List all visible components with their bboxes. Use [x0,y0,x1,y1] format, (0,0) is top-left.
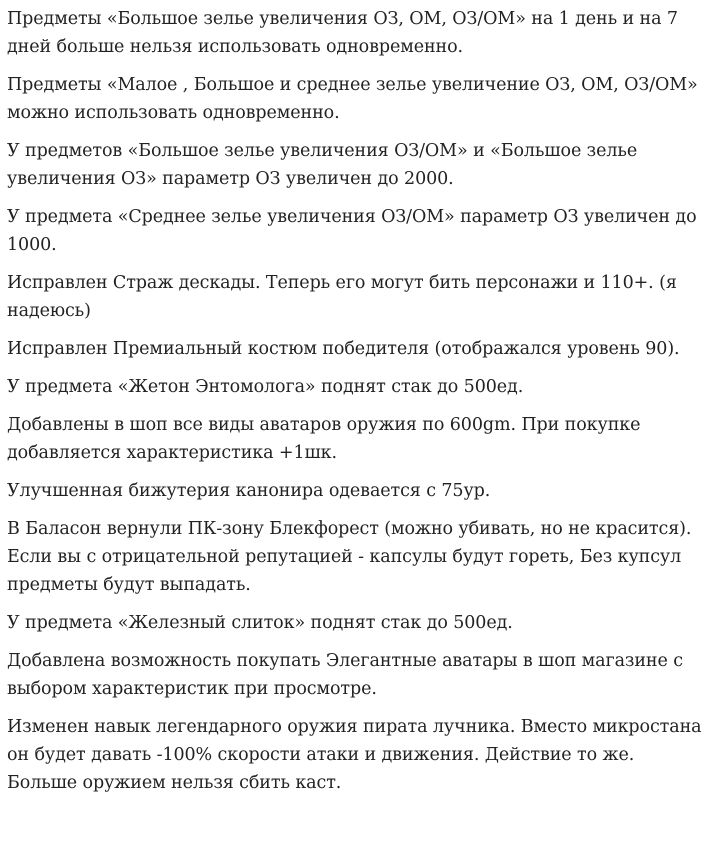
paragraph-iron-ingot: У предмета «Железный слиток» поднят стак до 500ед. [7,613,513,633]
paragraph-hp-2000: У предметов «Большое зелье увеличения ОЗ/ОМ» и «Большое зелье увеличения ОЗ» параметр ОЗ увеличен до 2000. [7,141,638,189]
paragraph-token-stack: У предмета «Жетон Энтомолога» поднят стак до 500ед. [7,377,524,397]
paragraph-pk-zone: В Баласон вернули ПК-зону Блекфорест (можно убивать, но не красится). Если вы с отрицательной репутацией - капсулы будут гореть, Без купсул предметы будут выпадать. [7,519,692,595]
paragraph-costume-fix: Исправлен Премиальный костюм победителя (отображался уровень 90). [7,339,680,359]
paragraph-legendary-skill: Изменен навык легендарного оружия пирата лучника. Вместо микростана он будет давать -100% скорости атаки и движения. Действие то же. Больше оружием нельзя сбить каст. [7,717,702,793]
paragraph-hp-1000: У предмета «Среднее зелье увеличения ОЗ/ОМ» параметр ОЗ увеличен до 1000. [7,207,697,255]
paragraph-potions-stack: Предметы «Малое , Большое и среднее зелье увеличение ОЗ, ОМ, ОЗ/ОМ» можно использовать одновременно. [7,75,698,123]
patch-notes [7,5,707,807]
paragraph-cannoneer-jewelry: Улучшенная бижутерия канонира одевается с 75ур. [7,481,491,501]
paragraph-potions-no-stack: Предметы «Большое зелье увеличения ОЗ, ОМ, ОЗ/ОМ» на 1 день и на 7 дней больше нельзя использовать одновременно. [7,9,678,57]
paragraph-weapon-avatars: Добавлены в шоп все виды аватаров оружия по 600gm. При покупке добавляется характеристика +1шк. [7,415,641,463]
paragraph-elegant-avatars: Добавлена возможность покупать Элегантные аватары в шоп магазине с выбором характеристик при просмотре. [7,651,683,699]
paragraph-guardian-fix: Исправлен Страж дескады. Теперь его могут бить персонажи и 110+. (я надеюсь) [7,273,677,321]
